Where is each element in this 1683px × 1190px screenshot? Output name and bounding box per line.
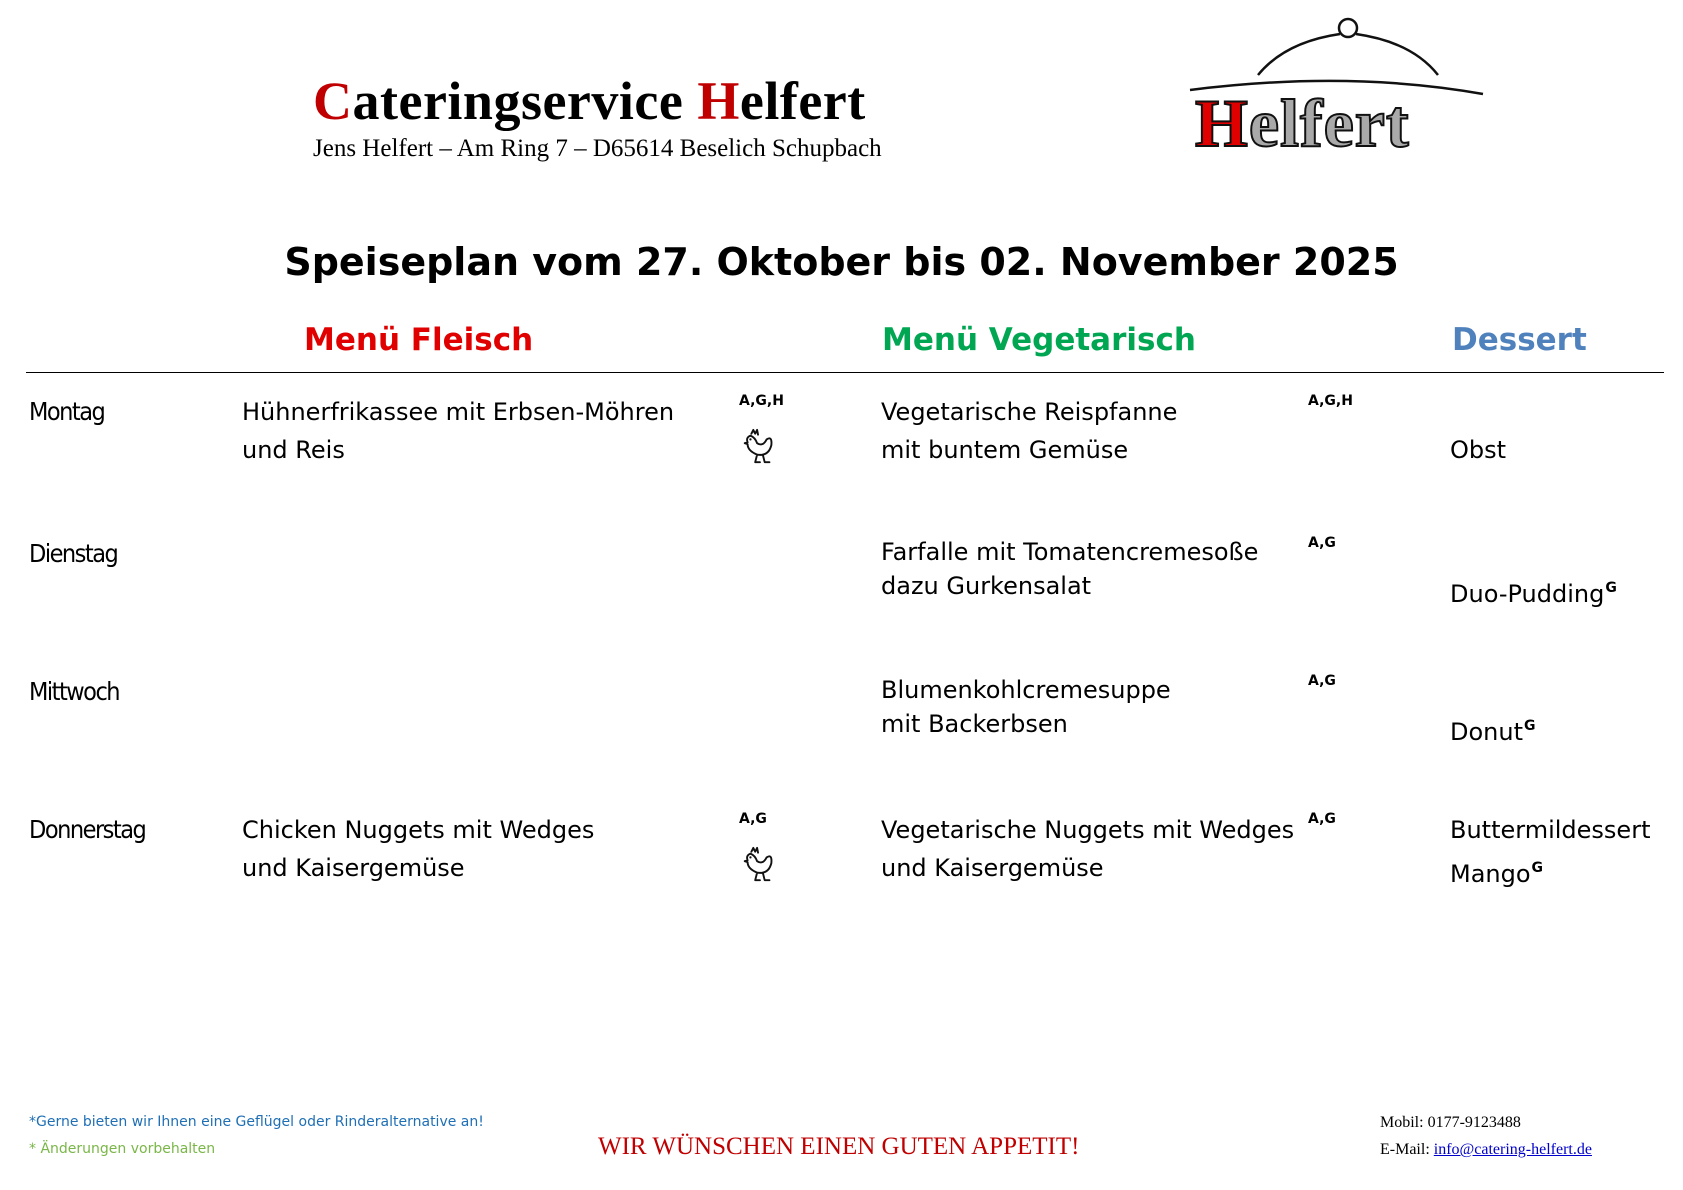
chicken-icon bbox=[740, 428, 778, 466]
dessert-allergen: G bbox=[1524, 718, 1536, 734]
contact-email: E-Mail: info@catering-helfert.de bbox=[1380, 1141, 1592, 1158]
veg-dish: Blumenkohlcremesuppe mit Backerbsen bbox=[881, 676, 1171, 738]
veg-allergens: A,G bbox=[1308, 673, 1336, 689]
email-link[interactable]: info@catering-helfert.de bbox=[1433, 1141, 1592, 1158]
day-label: Montag bbox=[29, 397, 105, 426]
meat-dish: Chicken Nuggets mit Wedges und Kaisergemüse bbox=[242, 816, 595, 882]
veg-allergens: A,G bbox=[1308, 811, 1336, 827]
dessert-item: Buttermildessert Mango$^G$ bbox=[1450, 816, 1651, 888]
header-divider bbox=[26, 372, 1664, 373]
dessert-allergen: G bbox=[1605, 580, 1617, 596]
dessert-item: Duo-Pudding$^G$ bbox=[1450, 580, 1617, 608]
day-label: Dienstag bbox=[29, 539, 118, 568]
column-header-meat: Menü Fleisch bbox=[304, 322, 534, 358]
dessert-allergen: G bbox=[1531, 860, 1544, 876]
chicken-icon bbox=[740, 846, 778, 884]
contact-mobile: Mobil: 0177-9123488 bbox=[1380, 1114, 1521, 1131]
page-title: Speiseplan vom 27. Oktober bis 02. November 2025 bbox=[284, 240, 1399, 284]
footer-appetit: WIR WÜNSCHEN EINEN GUTEN APPETIT! bbox=[598, 1133, 1080, 1160]
veg-dish: Vegetarische Nuggets mit Wedges und Kaisergemüse bbox=[881, 816, 1295, 882]
day-label: Donnerstag bbox=[29, 815, 146, 844]
logo-wordmark: Helfert bbox=[1195, 85, 1410, 161]
veg-allergens: A,G bbox=[1308, 535, 1336, 551]
meat-allergens: A,G bbox=[739, 811, 767, 827]
dessert-item: Donut$^G$ bbox=[1450, 718, 1536, 746]
company-address: Jens Helfert – Am Ring 7 – D65614 Beselich Schupbach bbox=[313, 135, 882, 162]
day-label: Mittwoch bbox=[29, 677, 120, 706]
footer-note-alternative: *Gerne bieten wir Ihnen eine Geflügel oder Rinderalternative an! bbox=[29, 1114, 484, 1130]
helfert-logo bbox=[1180, 12, 1500, 162]
veg-dish: Farfalle mit Tomatencremesoße dazu Gurkensalat bbox=[881, 538, 1259, 600]
veg-dish: Vegetarische Reispfanne mit buntem Gemüse bbox=[881, 398, 1178, 464]
dessert-item: Obst bbox=[1450, 436, 1507, 464]
veg-allergens: A,G,H bbox=[1308, 393, 1353, 409]
meat-allergens: A,G,H bbox=[739, 393, 784, 409]
footer-note-changes: * Änderungen vorbehalten bbox=[29, 1141, 216, 1157]
column-header-vegetarian: Menü Vegetarisch bbox=[882, 322, 1196, 358]
company-name: Cateringservice Helfert bbox=[313, 71, 866, 131]
meat-dish: Hühnerfrikassee mit Erbsen-Möhren und Reis bbox=[242, 398, 675, 464]
column-header-dessert: Dessert bbox=[1452, 322, 1587, 358]
